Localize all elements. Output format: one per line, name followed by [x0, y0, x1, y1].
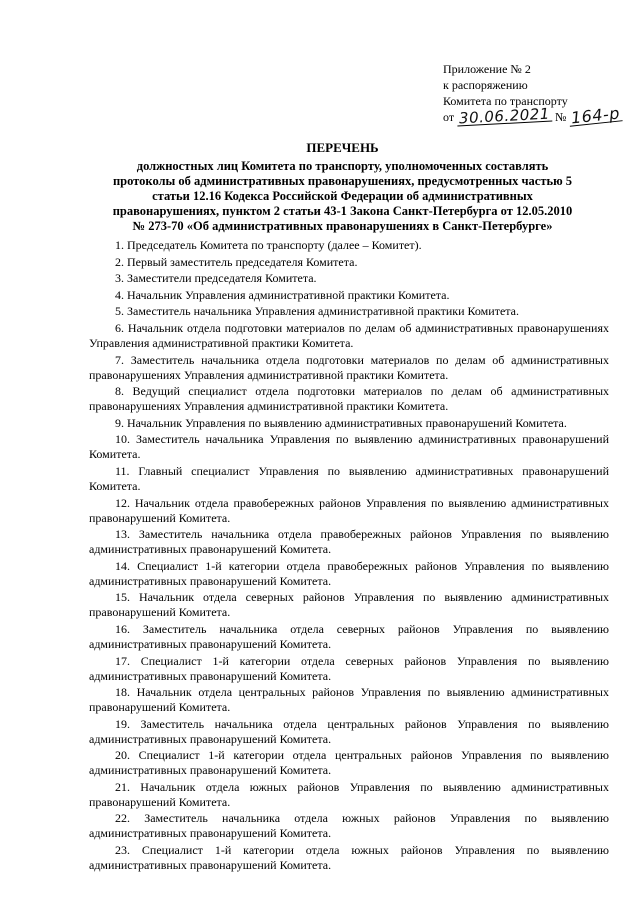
list-item: 21. Начальник отдела южных районов Управления по выявлению административных правонарушений Комитета.	[89, 779, 609, 809]
list-item: 10. Заместитель начальника Управления по выявлению административных правонарушений Комитета.	[89, 432, 609, 462]
list-item: 16. Заместитель начальника отдела северных районов Управления по выявлению административных правонарушений Комитета.	[89, 621, 609, 651]
handwritten-date: 30.06.2021	[458, 104, 551, 128]
officials-list	[89, 238, 609, 875]
list-item: 17. Специалист 1-й категории отдела северных районов Управления по выявлению административных правонарушений Комитета.	[89, 653, 609, 683]
appendix-line-3: Комитета по транспорту	[443, 94, 568, 108]
list-item: 14. Специалист 1-й категории отдела правобережных районов Управления по выявлению административных правонарушений Комитета.	[89, 558, 609, 588]
document-heading: ПЕРЕЧЕНЬ	[306, 140, 379, 155]
appendix-block	[443, 61, 633, 128]
list-item: 18. Начальник отдела центральных районов Управления по выявлению административных правонарушений Комитета.	[89, 685, 609, 715]
list-item: 6. Начальник отдела подготовки материалов по делам об административных правонарушениях Управления административной практики Комитета.	[89, 320, 609, 350]
list-item: 20. Специалист 1-й категории отдела центральных районов Управления по выявлению административных правонарушений Комитета.	[89, 748, 609, 778]
list-item: 19. Заместитель начальника отдела центральных районов Управления по выявлению административных правонарушений Комитета.	[89, 716, 609, 746]
list-item: 8. Ведущий специалист отдела подготовки материалов по делам об административных правонарушениях Управления административной практики Комитета.	[89, 384, 609, 414]
list-item: 22. Заместитель начальника отдела южных районов Управления по выявлению административных правонарушений Комитета.	[89, 811, 609, 841]
list-item: 7. Заместитель начальника отдела подготовки материалов по делам об административных правонарушениях Управления административной практики Комитета.	[89, 352, 609, 382]
list-item: 15. Начальник отдела северных районов Управления по выявлению административных правонарушений Комитета.	[89, 590, 609, 620]
list-item: 13. Заместитель начальника отдела правобережных районов Управления по выявлению административных правонарушений Комитета.	[89, 527, 609, 557]
appendix-line-1: Приложение № 2	[443, 62, 531, 76]
list-item: 11. Главный специалист Управления по выявлению административных правонарушений Комитета.	[89, 463, 609, 493]
list-item: 4. Начальник Управления административной практики Комитета.	[115, 287, 450, 302]
number-prefix: №	[554, 110, 567, 124]
appendix-line-2: к распоряжению	[443, 78, 528, 92]
list-item: 1. Председатель Комитета по транспорту (далее – Комитет).	[115, 238, 422, 252]
handwritten-number: 164-р	[570, 103, 622, 128]
list-item: 12. Начальник отдела правобережных районов Управления по выявлению административных правонарушений Комитета.	[89, 495, 609, 525]
document-subtitle: должностных лиц Комитета по транспорту, уполномоченных составлять протоколы об административных правонарушениях, предусмотренных частью 5 статьи 12.16 Кодекса Российской Федерации об административных правонарушениях, пунктом 2 статьи 43-1 Закона Санкт-Петербурга от 12.05.2010 № 273-70 «Об административных правонарушениях в Санкт-Петербурге»	[112, 159, 573, 233]
list-item: 5. Заместитель начальника Управления административной практики Комитета.	[115, 304, 519, 319]
list-item: 3. Заместители председателя Комитета.	[115, 271, 317, 286]
list-item: 9. Начальник Управления по выявлению административных правонарушений Комитета.	[115, 415, 567, 430]
list-item: 2. Первый заместитель председателя Комитета.	[115, 254, 358, 269]
date-prefix: от	[443, 110, 455, 124]
title-block	[75, 140, 610, 234]
list-item: 23. Специалист 1-й категории отдела южных районов Управления по выявлению административных правонарушений Комитета.	[89, 843, 609, 873]
appendix-date-line	[443, 103, 633, 128]
